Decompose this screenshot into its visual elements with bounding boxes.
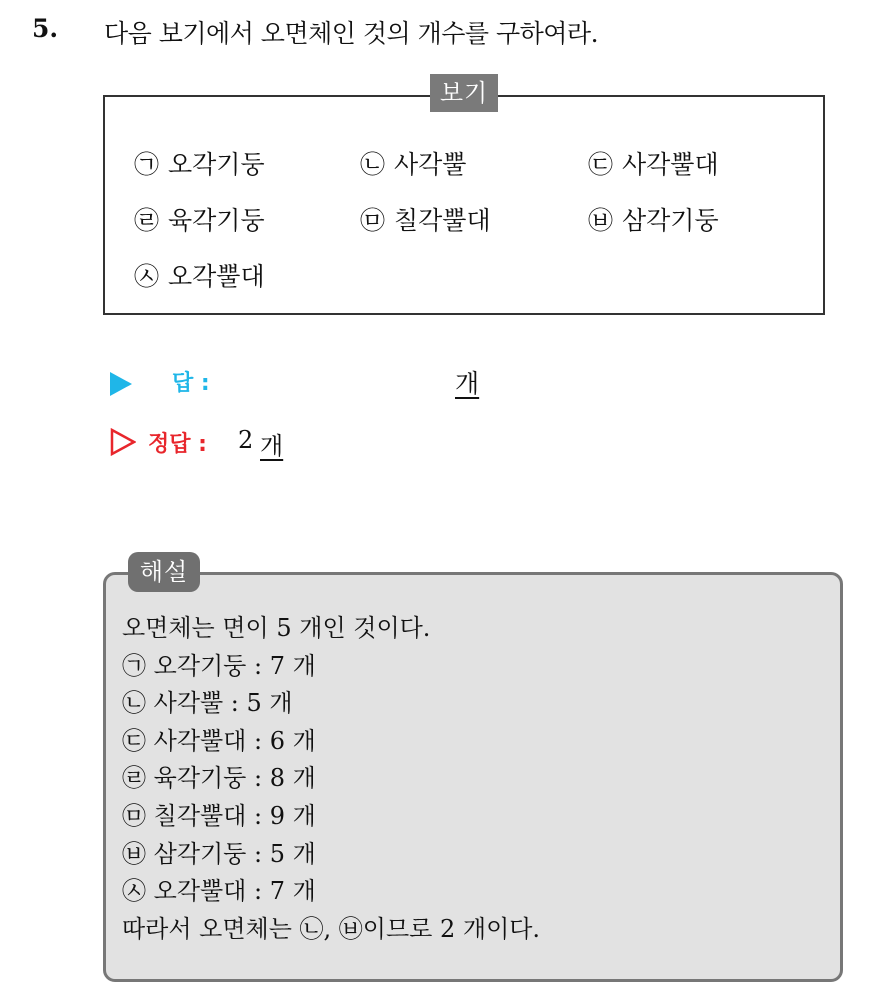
bogi-item-mark: ㉥ — [588, 206, 614, 235]
explanation-line: 따라서 오면체는 ㉡, ㉥이므로 2 개이다. — [122, 914, 541, 943]
explanation-label: 해설 — [128, 552, 200, 592]
outline-triangle-icon — [110, 428, 136, 456]
bogi-item-text: 삼각기둥 — [622, 206, 719, 235]
bogi-item-text: 사각뿔 — [394, 150, 467, 179]
explanation-text — [122, 610, 540, 948]
bogi-item — [360, 201, 491, 237]
bogi-item-text: 칠각뿔대 — [394, 206, 491, 235]
bogi-item-mark: ㉠ — [134, 150, 160, 179]
bogi-item-mark: ㉤ — [360, 206, 386, 235]
solution-label: 정답 : — [148, 432, 207, 457]
explanation-line: ㉡ 사각뿔 : 5 개 — [122, 689, 293, 718]
answer-label: 답 : — [172, 371, 210, 396]
bogi-item — [134, 145, 265, 181]
bogi-item-text: 사각뿔대 — [622, 150, 719, 179]
bogi-item-mark: ㉦ — [134, 262, 160, 291]
explanation-line: ㉠ 오각기둥 : 7 개 — [122, 651, 316, 680]
bogi-item-mark: ㉡ — [360, 150, 386, 179]
answer-row — [110, 364, 610, 404]
explanation-line: ㉥ 삼각기둥 : 5 개 — [122, 839, 316, 868]
question-number: 5. — [32, 14, 59, 43]
question-text: 다음 보기에서 오면체인 것의 개수를 구하여라. — [104, 19, 599, 48]
bogi-item — [360, 145, 466, 181]
bogi-item-text: 육각기둥 — [168, 206, 265, 235]
solution-unit: 개 — [260, 432, 284, 460]
explanation-line: ㉦ 오각뿔대 : 7 개 — [122, 877, 316, 906]
explanation-line: 오면체는 면이 5 개인 것이다. — [122, 614, 431, 642]
bogi-item — [134, 201, 265, 237]
bogi-item — [134, 257, 265, 293]
bogi-label: 보기 — [430, 74, 498, 112]
explanation-line: ㉢ 사각뿔대 : 6 개 — [122, 726, 316, 755]
bogi-item-text: 오각뿔대 — [168, 262, 265, 291]
explanation-line: ㉣ 육각기둥 : 8 개 — [122, 764, 316, 793]
bogi-item-text: 오각기둥 — [168, 150, 265, 179]
bogi-item-mark: ㉢ — [588, 150, 614, 179]
bogi-item — [588, 145, 719, 181]
solution-row — [110, 424, 610, 464]
bogi-item — [588, 201, 719, 237]
filled-triangle-icon — [110, 372, 132, 396]
explanation-line: ㉤ 칠각뿔대 : 9 개 — [122, 801, 316, 830]
answer-unit: 개 — [455, 369, 480, 398]
solution-value: 2 — [238, 426, 254, 454]
bogi-item-mark: ㉣ — [134, 206, 160, 235]
